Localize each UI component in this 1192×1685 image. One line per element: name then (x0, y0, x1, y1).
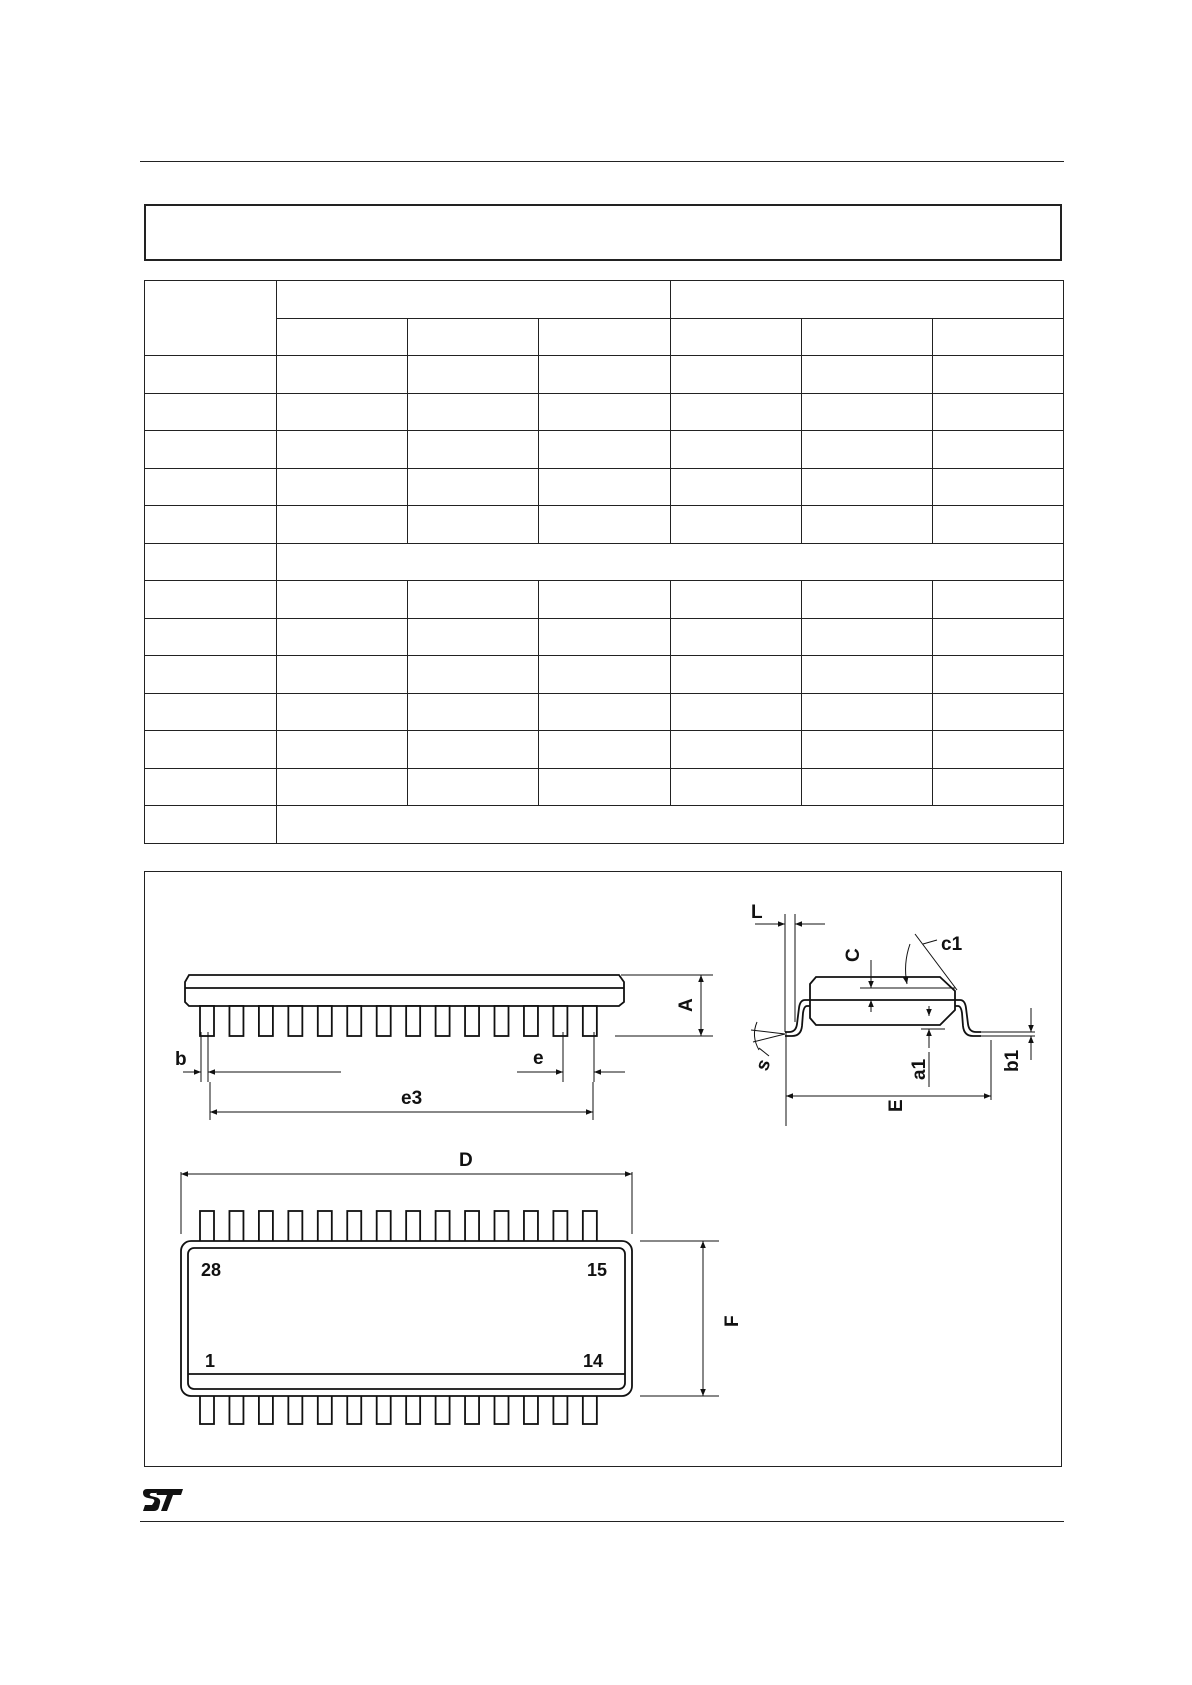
table-cell (408, 731, 539, 769)
lead-pin (229, 1006, 243, 1036)
dim-label-e3: e3 (401, 1088, 423, 1109)
lead-pin (259, 1394, 273, 1424)
unit-header-cell (671, 281, 1064, 319)
table-cell (145, 468, 277, 506)
table-cell (277, 768, 408, 806)
dim-label-b: b (175, 1049, 187, 1070)
table-cell (408, 356, 539, 394)
lead-pin (436, 1394, 450, 1424)
lead-pin (347, 1006, 361, 1036)
package-outline-svg (145, 872, 1063, 1468)
table-cell (539, 506, 671, 544)
table-cell (277, 431, 408, 469)
table-cell (145, 393, 277, 431)
table-merged-cell (277, 543, 1064, 581)
table-cell (408, 693, 539, 731)
table-cell (408, 468, 539, 506)
lead-pin (406, 1211, 420, 1243)
table-cell (145, 581, 277, 619)
table-cell (933, 318, 1064, 356)
lead-pin (583, 1006, 597, 1036)
pin-label-15: 15 (587, 1260, 608, 1280)
lead-pin (318, 1006, 332, 1036)
dim-label-C: C (843, 948, 864, 962)
table-cell (145, 768, 277, 806)
table-cell (539, 393, 671, 431)
lead-pin (347, 1394, 361, 1424)
lead-pin (583, 1394, 597, 1424)
table-cell (933, 581, 1064, 619)
table-cell (802, 656, 933, 694)
table-row (145, 768, 1064, 806)
top-view (181, 1172, 719, 1424)
lead-pin (318, 1211, 332, 1243)
table-row (145, 431, 1064, 469)
table-row (145, 731, 1064, 769)
header-rule (140, 161, 1064, 162)
lead-pin (495, 1211, 509, 1243)
st-logo-icon (143, 1487, 187, 1518)
table-cell (802, 581, 933, 619)
lead-pin (524, 1394, 538, 1424)
dim-label-b1: b1 (1002, 1049, 1023, 1072)
dim-label-D: D (459, 1150, 473, 1171)
lead-pin (436, 1211, 450, 1243)
table-cell (145, 693, 277, 731)
end-view (751, 914, 1035, 1126)
dim-label-L: L (751, 902, 763, 923)
lead-pin (524, 1211, 538, 1243)
table-cell (145, 543, 277, 581)
table-cell (277, 731, 408, 769)
table-header-row (145, 281, 1064, 319)
lead-pin (259, 1006, 273, 1036)
table-cell (408, 656, 539, 694)
table-cell (145, 656, 277, 694)
dim-label-F: F (722, 1315, 743, 1327)
table-cell (539, 656, 671, 694)
lead-pin (553, 1394, 567, 1424)
table-cell (408, 768, 539, 806)
lead-pin (465, 1394, 479, 1424)
table-cell (277, 506, 408, 544)
table-cell (408, 318, 539, 356)
lead-pin (583, 1211, 597, 1243)
table-cell (933, 506, 1064, 544)
table-cell (539, 768, 671, 806)
table-row (145, 693, 1064, 731)
dim-label-E: E (886, 1099, 907, 1112)
table-cell (933, 468, 1064, 506)
table-cell (671, 356, 802, 394)
dim-header-cell (145, 281, 277, 356)
table-cell (802, 618, 933, 656)
table-cell (671, 656, 802, 694)
table-cell (802, 318, 933, 356)
table-cell (408, 393, 539, 431)
lead-pin (495, 1006, 509, 1036)
table-cell (539, 693, 671, 731)
table-cell (145, 356, 277, 394)
table-cell (539, 468, 671, 506)
table-cell (539, 618, 671, 656)
table-cell (671, 318, 802, 356)
table-cell (145, 618, 277, 656)
table-cell (408, 431, 539, 469)
dim-label-e: e (533, 1048, 544, 1069)
table-cell (671, 506, 802, 544)
table-cell (802, 356, 933, 394)
lead-pin (200, 1006, 214, 1036)
table-cell (145, 431, 277, 469)
table-cell (277, 356, 408, 394)
table-row (145, 393, 1064, 431)
table-cell (277, 468, 408, 506)
table-cell (539, 356, 671, 394)
lead-pin (259, 1211, 273, 1243)
table-merged-cell (277, 806, 1064, 844)
table-row (145, 356, 1064, 394)
lead-pin (553, 1006, 567, 1036)
table-cell (145, 506, 277, 544)
table-cell (933, 393, 1064, 431)
table-cell (277, 393, 408, 431)
table-cell (408, 581, 539, 619)
table-cell (671, 393, 802, 431)
lead-pin (229, 1394, 243, 1424)
table-cell (539, 318, 671, 356)
table-cell (802, 768, 933, 806)
table-cell (277, 693, 408, 731)
lead-pin (200, 1211, 214, 1243)
table-cell (933, 356, 1064, 394)
table-row-merged (145, 806, 1064, 844)
table-cell (933, 618, 1064, 656)
bottom-leads (200, 1394, 597, 1424)
table-cell (802, 731, 933, 769)
lead-pin (347, 1211, 361, 1243)
table-cell (802, 693, 933, 731)
table-cell (671, 693, 802, 731)
lead-pin (495, 1394, 509, 1424)
table-row (145, 468, 1064, 506)
table-cell (671, 468, 802, 506)
lead-pin (436, 1006, 450, 1036)
table-row (145, 618, 1064, 656)
pin-label-14: 14 (583, 1351, 604, 1371)
lead-pin (377, 1394, 391, 1424)
table-cell (277, 618, 408, 656)
table-cell (671, 768, 802, 806)
lead-pin (288, 1006, 302, 1036)
side-leads (200, 1006, 597, 1036)
lead-pin (406, 1006, 420, 1036)
table-row-merged (145, 543, 1064, 581)
lead-pin (288, 1394, 302, 1424)
table-title-box (144, 204, 1062, 261)
table-cell (933, 731, 1064, 769)
table-row (145, 581, 1064, 619)
table-cell (539, 581, 671, 619)
table-cell (671, 731, 802, 769)
table-cell (933, 693, 1064, 731)
pin-label-1: 1 (205, 1351, 216, 1371)
side-view (183, 975, 713, 1120)
lead-pin (524, 1006, 538, 1036)
table-cell (671, 431, 802, 469)
table-cell (933, 431, 1064, 469)
dim-label-a1: a1 (909, 1058, 930, 1080)
table-cell (277, 656, 408, 694)
table-cell (933, 656, 1064, 694)
dim-label-A: A (676, 998, 697, 1012)
table-cell (933, 768, 1064, 806)
top-leads (200, 1211, 597, 1243)
lead-pin (377, 1211, 391, 1243)
dimensions-table (144, 280, 1064, 844)
lead-pin (465, 1006, 479, 1036)
table-cell (408, 506, 539, 544)
table-cell (671, 618, 802, 656)
dim-label-c1: c1 (941, 934, 963, 955)
table-cell (671, 581, 802, 619)
lead-pin (288, 1211, 302, 1243)
lead-pin (553, 1211, 567, 1243)
package-drawing (144, 871, 1062, 1467)
table-cell (539, 731, 671, 769)
table-cell (277, 581, 408, 619)
unit-header-cell (277, 281, 671, 319)
lead-pin (406, 1394, 420, 1424)
table-cell (802, 506, 933, 544)
table-cell (277, 318, 408, 356)
pin-label-28: 28 (201, 1260, 222, 1280)
table-cell (145, 731, 277, 769)
table-cell (802, 393, 933, 431)
table-cell (802, 431, 933, 469)
table-cell (408, 618, 539, 656)
lead-pin (377, 1006, 391, 1036)
dim-label-s: s (751, 1056, 776, 1074)
lead-pin (318, 1394, 332, 1424)
lead-pin (229, 1211, 243, 1243)
lead-pin (200, 1394, 214, 1424)
table-cell (145, 806, 277, 844)
table-row (145, 506, 1064, 544)
table-row (145, 656, 1064, 694)
footer-rule (140, 1521, 1064, 1522)
table-cell (539, 431, 671, 469)
table-subheader-row (145, 318, 1064, 356)
lead-pin (465, 1211, 479, 1243)
table-cell (802, 468, 933, 506)
